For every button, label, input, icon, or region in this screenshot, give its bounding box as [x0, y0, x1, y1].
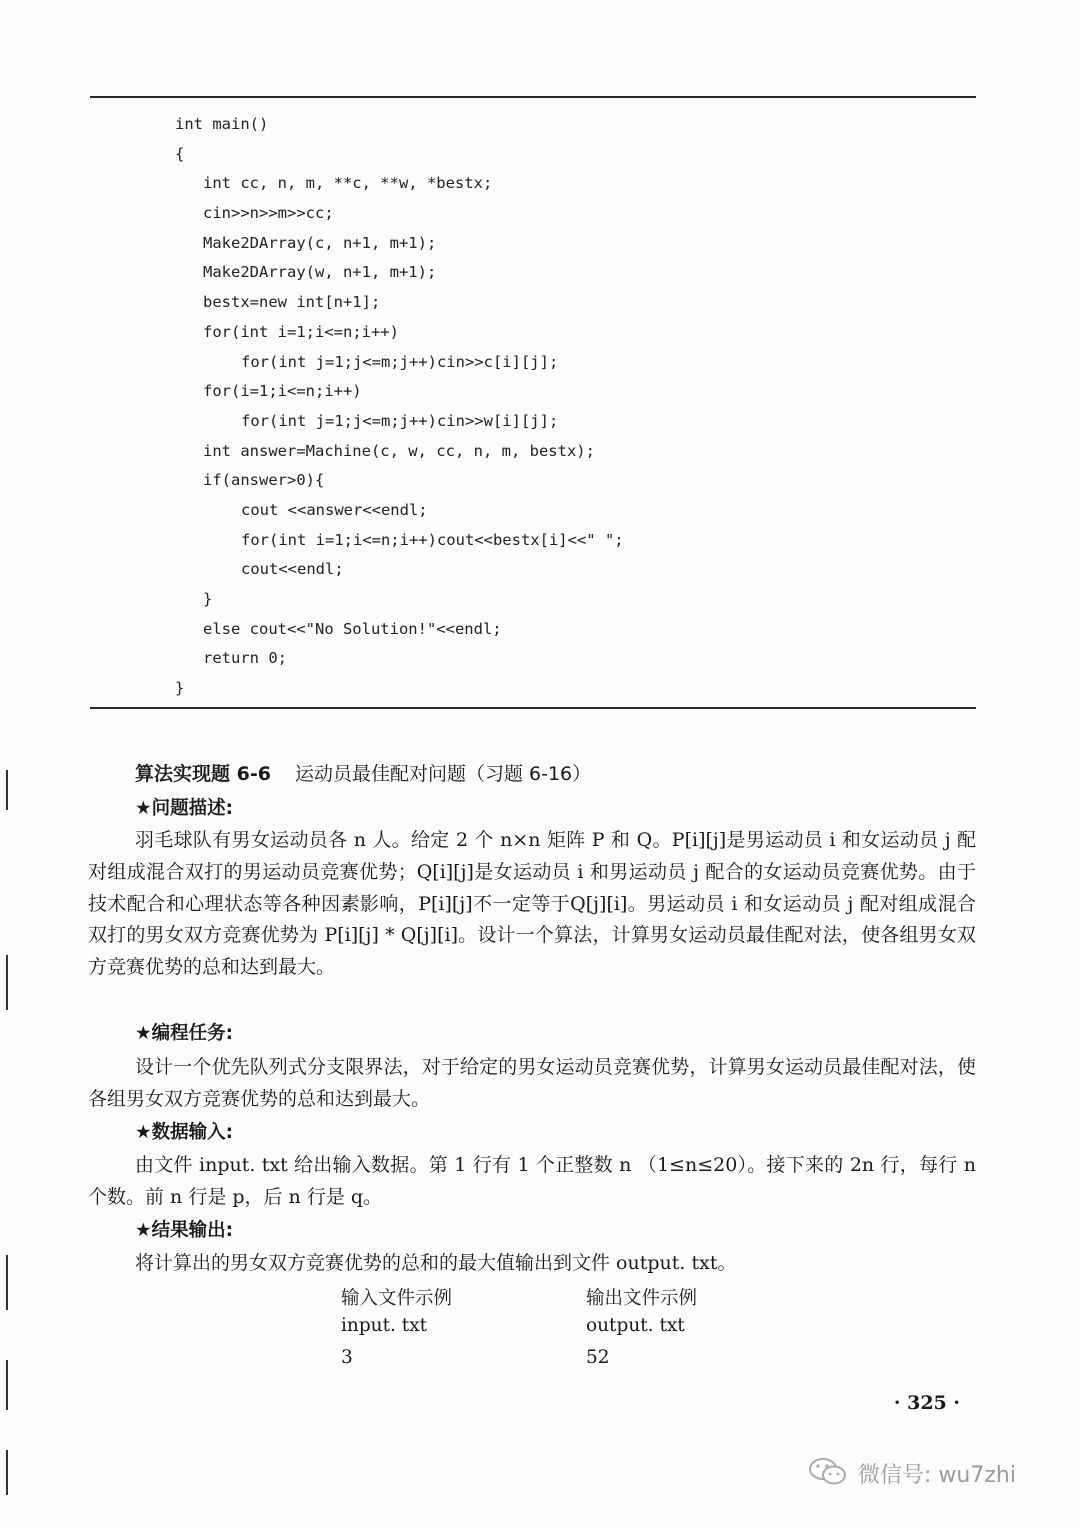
output-example-header: 输出文件示例	[586, 1288, 698, 1309]
input-example-header: 输入文件示例	[341, 1288, 453, 1309]
task-heading: ★编程任务:	[135, 1023, 233, 1044]
code-line: for(int j=1;j<=m;j++)cin>>w[i][j];	[241, 411, 559, 430]
output-paragraph: 将计算出的男女双方竞赛优势的总和的最大值输出到文件 output. txt。	[135, 1252, 737, 1274]
problem-subtitle: 运动员最佳配对问题（习题 6-16）	[294, 763, 592, 785]
code-line: bestx=new int[n+1];	[203, 293, 381, 312]
code-line: {	[175, 144, 185, 163]
scan-edge-mark	[6, 1255, 8, 1310]
input-example-value: 3	[341, 1347, 353, 1368]
code-line: if(answer>0){	[203, 471, 325, 490]
code-line: }	[203, 590, 213, 608]
input-heading: ★数据输入:	[135, 1122, 233, 1143]
code-line: else cout<<"No Solution!"<<endl;	[203, 619, 502, 638]
scan-edge-mark	[6, 1450, 8, 1495]
desc-heading: ★问题描述:	[135, 798, 233, 819]
code-line: return 0;	[203, 649, 287, 668]
desc-paragraph: 羽毛球队有男女运动员各 n 人。给定 2 个 n×n 矩阵 P 和 Q。P[i][j]是男运动员 i 和女运动员 j 配对组成混合双打的男运动员竞赛优势；Q[i][j]是女运动员 i 和男运动员 j 配合的女运动员竞赛优势。由于技术配合和心理状态等各种因素影响，P[i][j]不一定等于Q[j][i]。男运动员 i 和女运动员 j 配对组成混合双打的男女双方竞赛优势为 P[i][j] * Q[j][i]。设计一个算法，计算男女运动员最佳配对法，使各组男女双方竞赛优势的总和达到最大。	[88, 829, 976, 979]
task-paragraph: 设计一个优先队列式分支限界法，对于给定的男女运动员竞赛优势，计算男女运动员最佳配对法，使各组男女双方竞赛优势的总和达到最大。	[88, 1056, 976, 1110]
code-line: for(i=1;i<=n;i++)	[203, 382, 362, 401]
top-rule	[90, 96, 976, 98]
problem-number: 算法实现题 6-6	[135, 763, 271, 785]
scan-edge-mark	[6, 770, 8, 810]
code-line: }	[175, 679, 185, 698]
watermark-text: 微信号: wu7zhi	[858, 1463, 1016, 1488]
bottom-rule	[90, 707, 976, 709]
wechat-icon	[808, 1455, 848, 1489]
code-line: for(int i=1;i<=n;i++)	[203, 322, 399, 341]
output-example-value: 52	[586, 1347, 610, 1368]
code-line: cout <<answer<<endl;	[241, 500, 428, 519]
input-paragraph: 由文件 input. txt 给出输入数据。第 1 行有 1 个正整数 n （1≤n≤20）。接下来的 2n 行，每行 n 个数。前 n 行是 p，后 n 行是 q。	[88, 1154, 976, 1208]
code-line: int main()	[175, 115, 269, 133]
code-line: Make2DArray(c, n+1, m+1);	[203, 233, 437, 252]
code-line: int answer=Machine(c, w, cc, n, m, bestx);	[203, 441, 595, 460]
scan-edge-mark	[6, 1360, 8, 1410]
problem-title	[135, 759, 591, 786]
code-line: for(int i=1;i<=n;i++)cout<<bestx[i]<<" ";	[241, 530, 624, 549]
code-line: cin>>n>>m>>cc;	[203, 204, 334, 223]
code-block	[175, 110, 935, 704]
scan-edge-mark	[6, 955, 8, 1010]
code-line: for(int j=1;j<=m;j++)cin>>c[i][j];	[241, 352, 559, 371]
output-heading: ★结果输出:	[135, 1220, 233, 1241]
input-example-file: input. txt	[341, 1315, 428, 1336]
output-example-file: output. txt	[586, 1315, 685, 1336]
code-line: int cc, n, m, **c, **w, *bestx;	[203, 174, 493, 193]
page-number: · 325 ·	[893, 1392, 960, 1414]
code-line: cout<<endl;	[241, 560, 344, 579]
code-line: Make2DArray(w, n+1, m+1);	[203, 263, 437, 282]
